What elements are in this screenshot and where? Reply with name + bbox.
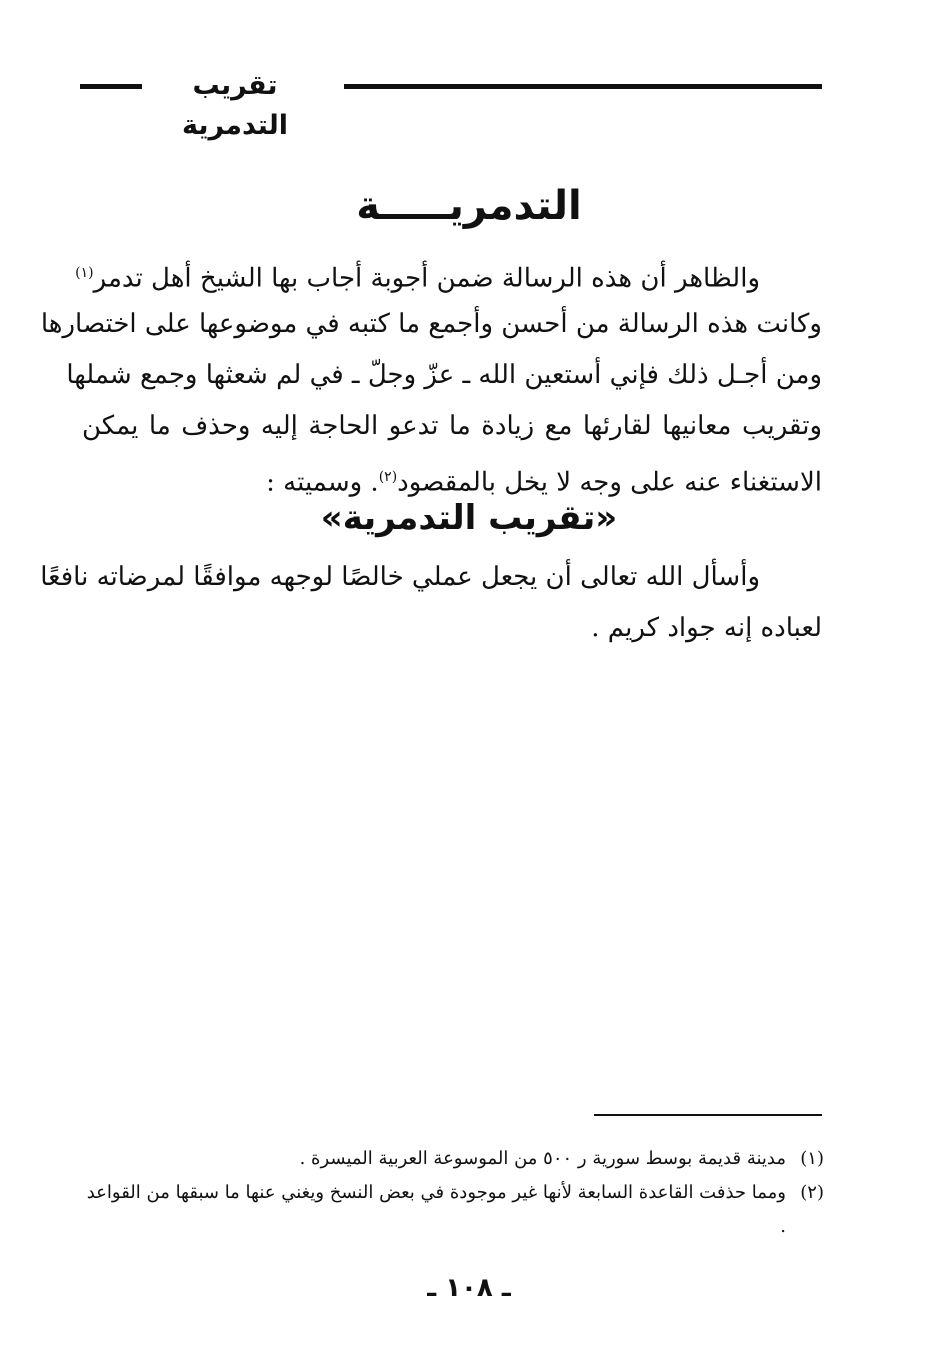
paragraph-intro <box>40 248 822 503</box>
footnote-2 <box>82 1176 824 1244</box>
text-line: لعباده إنه جواد كريم . <box>591 613 822 643</box>
book-title: «تقريب التدمرية» <box>320 498 618 538</box>
footnote-1 <box>82 1142 824 1176</box>
text-line <box>75 248 822 299</box>
footnote-text: مدينة قديمة بوسط سورية ر ٥٠٠ من الموسوعة العربية الميسرة . <box>299 1148 786 1169</box>
footnote-ref-2: (٢) <box>378 469 398 485</box>
running-header <box>80 66 822 141</box>
running-header-title: تقريب التدمرية <box>181 70 289 141</box>
paragraph-closing <box>40 552 822 654</box>
text-line-content: والظاهر أن هذه الرسالة ضمن أجوبة أجاب بها الشيخ أهل تدمر <box>93 263 760 294</box>
header-rule-right <box>344 84 822 89</box>
text-line: وتقريب معانيها لقارئها مع زيادة ما تدعو الحاجة إليه وحذف ما يمكن <box>82 411 822 441</box>
text-line-content: الاستغناء عنه على وجه لا يخل بالمقصود <box>397 467 822 498</box>
text-line: ومن أجـل ذلك فإني أستعين الله ـ عزّ وجلّ ـ في لم شعثها وجمع شملها <box>66 360 822 390</box>
text-line-content: . وسميته : <box>266 467 379 498</box>
footnote-number: (١) <box>800 1148 824 1169</box>
footnote-text: ومما حذفت القاعدة السابعة لأنها غير موجودة في بعض النسخ ويغني عنها ما سبقها من القواعد . <box>86 1182 786 1237</box>
footnote-number: (٢) <box>800 1182 824 1203</box>
text-line: وأسأل الله تعالى أن يجعل عملي خالصًا لوجهه موافقًا لمرضاته نافعًا <box>40 562 760 592</box>
header-rule-left <box>80 84 142 89</box>
page-number: ـ ١٠٨ ـ <box>427 1273 511 1303</box>
section-title: التدمريـــــة <box>356 183 582 229</box>
footnotes <box>82 1142 824 1244</box>
text-line: وكانت هذه الرسالة من أحسن وأجمع ما كتبه في موضوعها على اختصارها <box>40 309 822 339</box>
footnote-rule <box>594 1114 822 1116</box>
footnote-ref-1: (١) <box>75 265 94 281</box>
